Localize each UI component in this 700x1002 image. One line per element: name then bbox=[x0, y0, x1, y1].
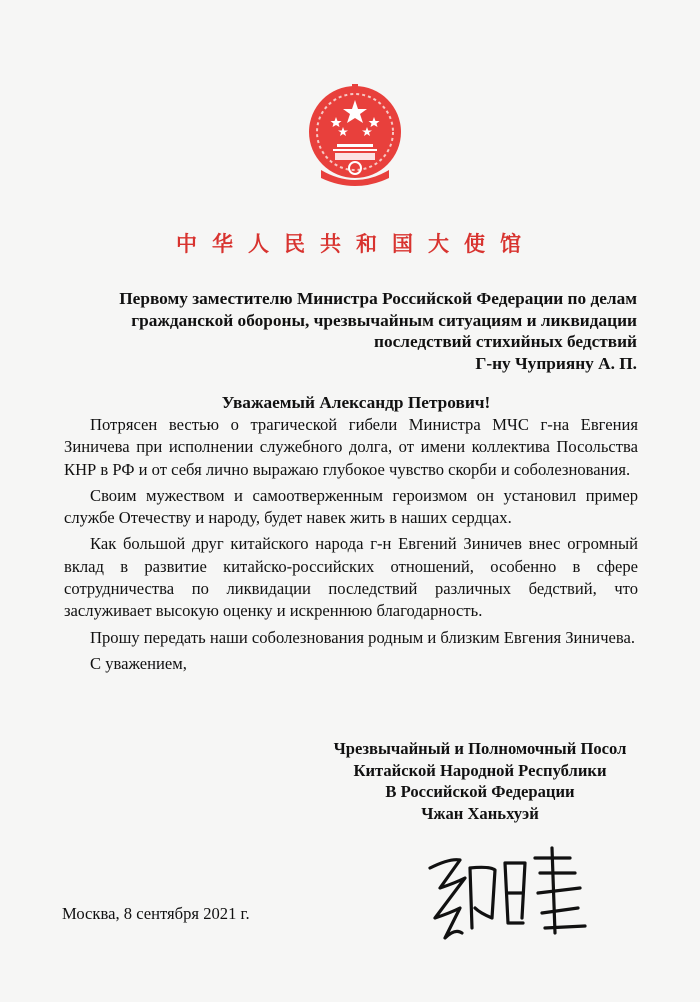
handwritten-signature bbox=[420, 838, 600, 948]
addressee-line: гражданской обороны, чрезвычайным ситуациям и ликвидации bbox=[131, 310, 637, 330]
paragraph: Как большой друг китайского народа г-н Евгений Зиничев внес огромный вклад в развитие китайско-российских отношений, особенно в сфере сотрудничества по ликвидации последствий различных бедствий, что заслуживает высокую оценку и искреннюю благодарность. bbox=[64, 534, 638, 621]
paragraph: Прошу передать наши соболезнования родным и близким Евгения Зиничева. bbox=[90, 627, 636, 647]
letter-body bbox=[64, 414, 638, 679]
addressee-line: последствий стихийных бедствий bbox=[374, 332, 637, 352]
addressee-name: Г-ну Чуприяну А. П. bbox=[475, 353, 637, 373]
closing: С уважением, bbox=[90, 653, 187, 673]
addressee-line: Первому заместителю Министра Российской Федерации по делам bbox=[119, 289, 637, 308]
signatory-line: Китайской Народной Республики bbox=[353, 760, 607, 780]
date-line: Москва, 8 сентября 2021 г. bbox=[62, 904, 250, 923]
paragraph: Потрясен вестью о трагической гибели Министра МЧС г-на Евгения Зиничева при исполнении служебного долга, от имени коллектива Посольства КНР в РФ и от себя лично выражаю глубокое чувство скорби и соболезнования. bbox=[64, 415, 638, 479]
paragraph: Своим мужеством и самоотверженным героизмом он установил пример службе Отечеству и народу, будет навек жить в наших сердцах. bbox=[64, 485, 638, 528]
national-emblem-icon bbox=[303, 82, 407, 188]
signatory-block bbox=[310, 738, 650, 824]
signatory-name: Чжан Ханьхуэй bbox=[421, 803, 539, 823]
embassy-name: 中华人民共和国大使馆 bbox=[176, 232, 536, 256]
greeting: Уважаемый Александр Петрович! bbox=[221, 393, 491, 412]
signatory-line: Чрезвычайный и Полномочный Посол bbox=[333, 739, 627, 758]
signatory-line: В Российской Федерации bbox=[385, 782, 575, 802]
addressee-block bbox=[77, 288, 637, 374]
